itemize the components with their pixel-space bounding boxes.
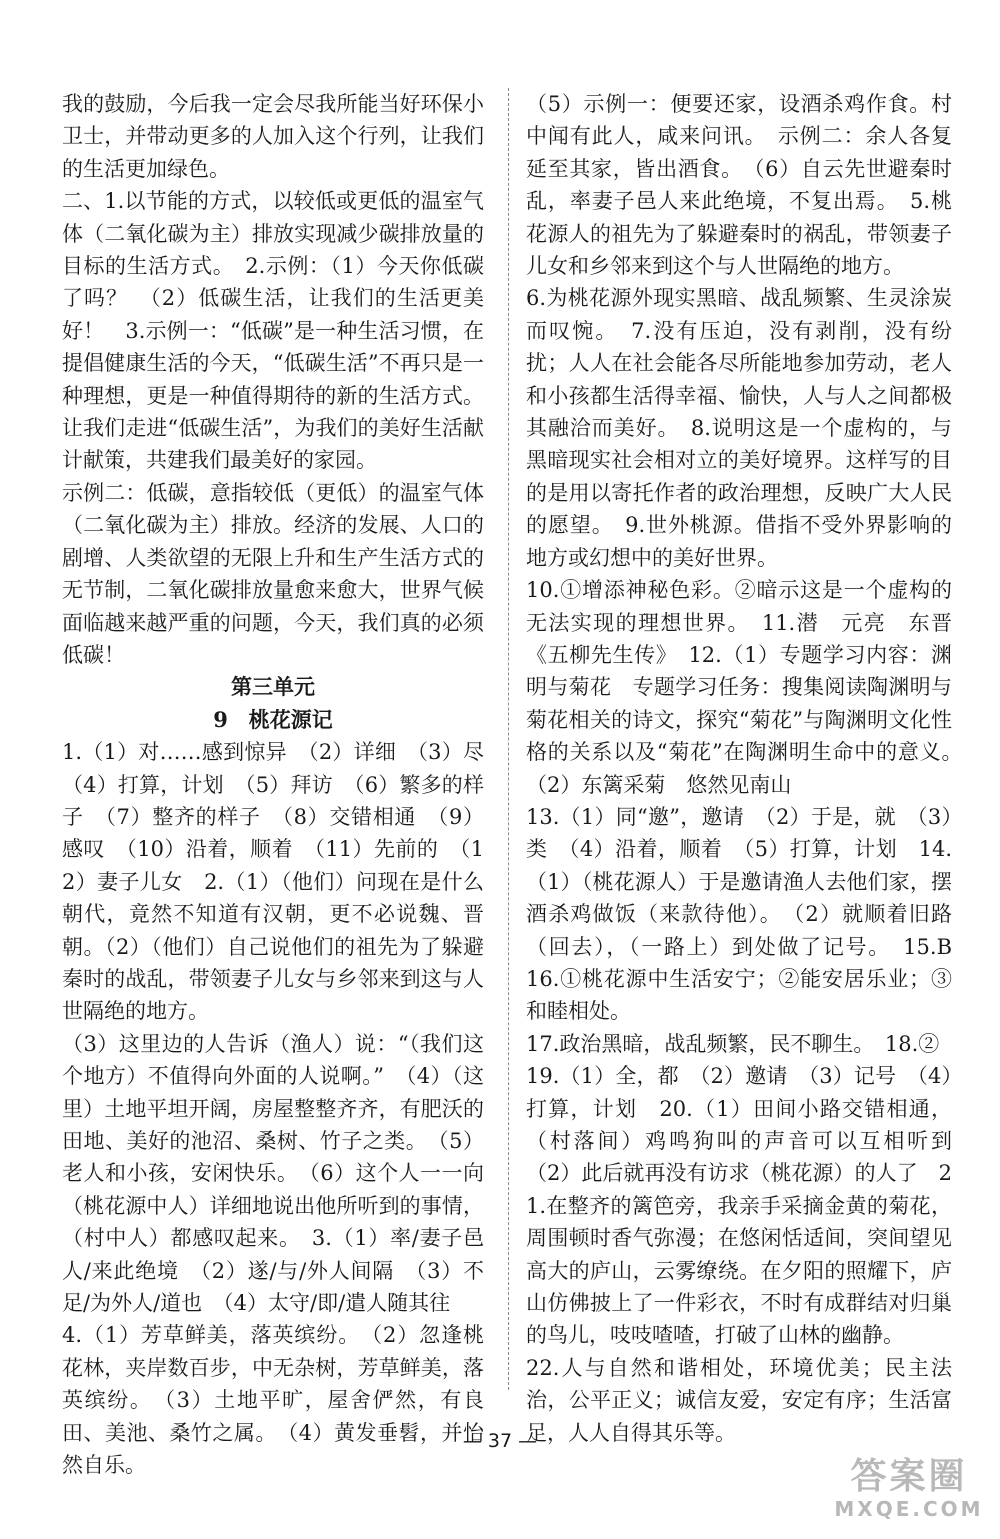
section-two-example-two: 示例二：低碳，意指较低（更低）的温室气体（二氧化碳为主）排放。经济的发展、人口的剧增、人类欲望的无限上升和生产生活方式的无节制，二氧化碳排放量愈来愈大，世界气候面临越来越严重的问题，今天，我们真的必须低碳！ [62,480,484,667]
answers-4: 4.（1）芳草鲜美，落英缤纷。 （2）忽逢桃花林，夹岸数百步，中无杂树，芳草鲜美，落英缤纷。 （3）土地平旷，屋舍俨然，有良田、美池、桑竹之属。 （4）黄发垂髫，并怡然自乐。 [62,1323,484,1478]
page-number: — 37 — [462,1430,538,1452]
intro-paragraph: 我的鼓励，今后我一定会尽我所能当好环保小卫士，并带动更多的人加入这个行列，让我们的生活更加绿色。 [62,92,484,181]
answers-2-3: （3）这里边的人告诉（渔人）说：“（我们这个地方）不值得向外面的人说啊。” （4）（这里）土地平坦开阔，房屋整整齐齐，有肥沃的田地、美好的池沼、桑树、竹子之类。 （5）老人和小孩，安闲快乐。 （6）这个人一一向（桃花源中人）详细地说出他所听到的事情，（村中人）都感叹起来。 3.（1）率/妻子邑人/来此绝境 （2）遂/与/外人间隔 （3）不足/为外人/道也 （4）太守/即/遣人随其往 [62,1031,484,1316]
site-watermark [834,1453,984,1525]
lesson-title: 9 桃花源记 [213,706,333,732]
column-divider [508,88,509,1390]
watermark-logo-text: 答案圈 [850,1456,968,1497]
unit-title: 第三单元 [231,674,315,700]
answers-22: 22.人与自然和谐相处，环境优美；民主法治，公平正义；诚信友爱，安定有序；生活富足，人人自得其乐等。 [526,1355,952,1445]
answers-6-9: 6.为桃花源外现实黑暗、战乱频繁、生灵涂炭而叹惋。 7.没有压迫，没有剥削，没有纷扰；人人在社会能各尽所能地参加劳动，老人和小孩都生活得幸福、愉快，人与人之间都极其融洽而美好。 8.说明这是一个虚构的，与黑暗现实社会相对立的美好境界。这样写的目的是用以寄托作者的政治理想，反映广大人民的愿望。 9.世外桃源。借指不受外界影响的地方或幻想中的美好世界。 [526,286,952,570]
section-two-example-one: 二、1.以节能的方式，以较低或更低的温室气体（二氧化碳为主）排放实现减少碳排放量的目标的生活方式。 2.示例：（1）今天你低碳了吗？ （2）低碳生活，让我们的生活更美好！ 3.示例一：“低碳”是一种生活习惯，在提倡健康生活的今天，“低碳生活”不再只是一种理想，更是一种值得期待的新的生活方式。让我们走进“低碳生活”，为我们的美好生活献计献策，共建我们最美好的家园。 [62,189,484,473]
answers-10-12: 10.①增添神秘色彩。②暗示这是一个虚构的无法实现的理想世界。 11.潜 元亮 东晋 《五柳先生传》 12.（1）专题学习内容：渊明与菊花 专题学习任务：搜集阅读陶渊明与菊花相关的诗文，探究“菊花”与陶渊明文化性格的关系以及“菊花”在陶渊明生命中的意义。 （2）东篱采菊 悠然见南山 [526,578,973,797]
answers-1-2: 1.（1）对……感到惊异 （2）详细 （3）尽 （4）打算，计划 （5）拜访 （6）繁多的样子 （7）整齐的样子 （8）交错相通 （9）感叹 （10）沿着，顺着 （11）先前的 （12）妻子儿女 2.（1）（他们）问现在是什么朝代，竟然不知道有汉朝，更不必说魏、晋朝。（2）（他们）自己说他们的祖先为了躲避秦时的战乱，带领妻子儿女与乡邻来到这与人世隔绝的地方。 [62,740,505,1024]
answers-19-21: 19.（1）全，都 （2）邀请 （3）记号 （4）打算，计划 20.（1）田间小路交错相通，（村落间）鸡鸣狗叫的声音可以互相听到 （2）此后就再没有访求（桃花源）的人了 21.在整齐的篱笆旁，我亲手采摘金黄的菊花，周围顿时香气弥漫；在悠闲恬适间，突间望见高大的庐山，云雾缭绕。在夕阳的照耀下，庐山仿佛披上了一件彩衣，不时有成群结对归巢的鸟儿，吱吱喳喳，打破了山林的幽静。 [526,1064,973,1348]
answers-4-5: （5）示例一：便要还家，设酒杀鸡作食。村中闻有此人，咸来问讯。 示例二：余人各复延至其家，皆出酒食。 （6）自云先世避秦时乱，率妻子邑人来此绝境，不复出焉。 5.桃花源人的祖先为了躲避秦时的祸乱，带领妻子儿女和乡邻来到这个与人世隔绝的地方。 [526,92,952,279]
right-column [526,88,973,1449]
answers-13-16: 13.（1）同“邀”，邀请 （2）于是，就 （3）类 （4）沿着，顺着 （5）打算，计划 14.（1）（桃花源人）于是邀请渔人去他们家，摆酒杀鸡做饭（来款待他）。 （2）就顺着旧路（回去），（一路上）到处做了记号。 15.B 16.①桃花源中生活安宁；②能安居乐业；③和睦相处。 [526,804,973,1024]
answers-17-18: 17.政治黑暗，战乱频繁，民不聊生。 18.② [526,1031,940,1056]
watermark-url: MXQE.COM [834,1497,984,1521]
